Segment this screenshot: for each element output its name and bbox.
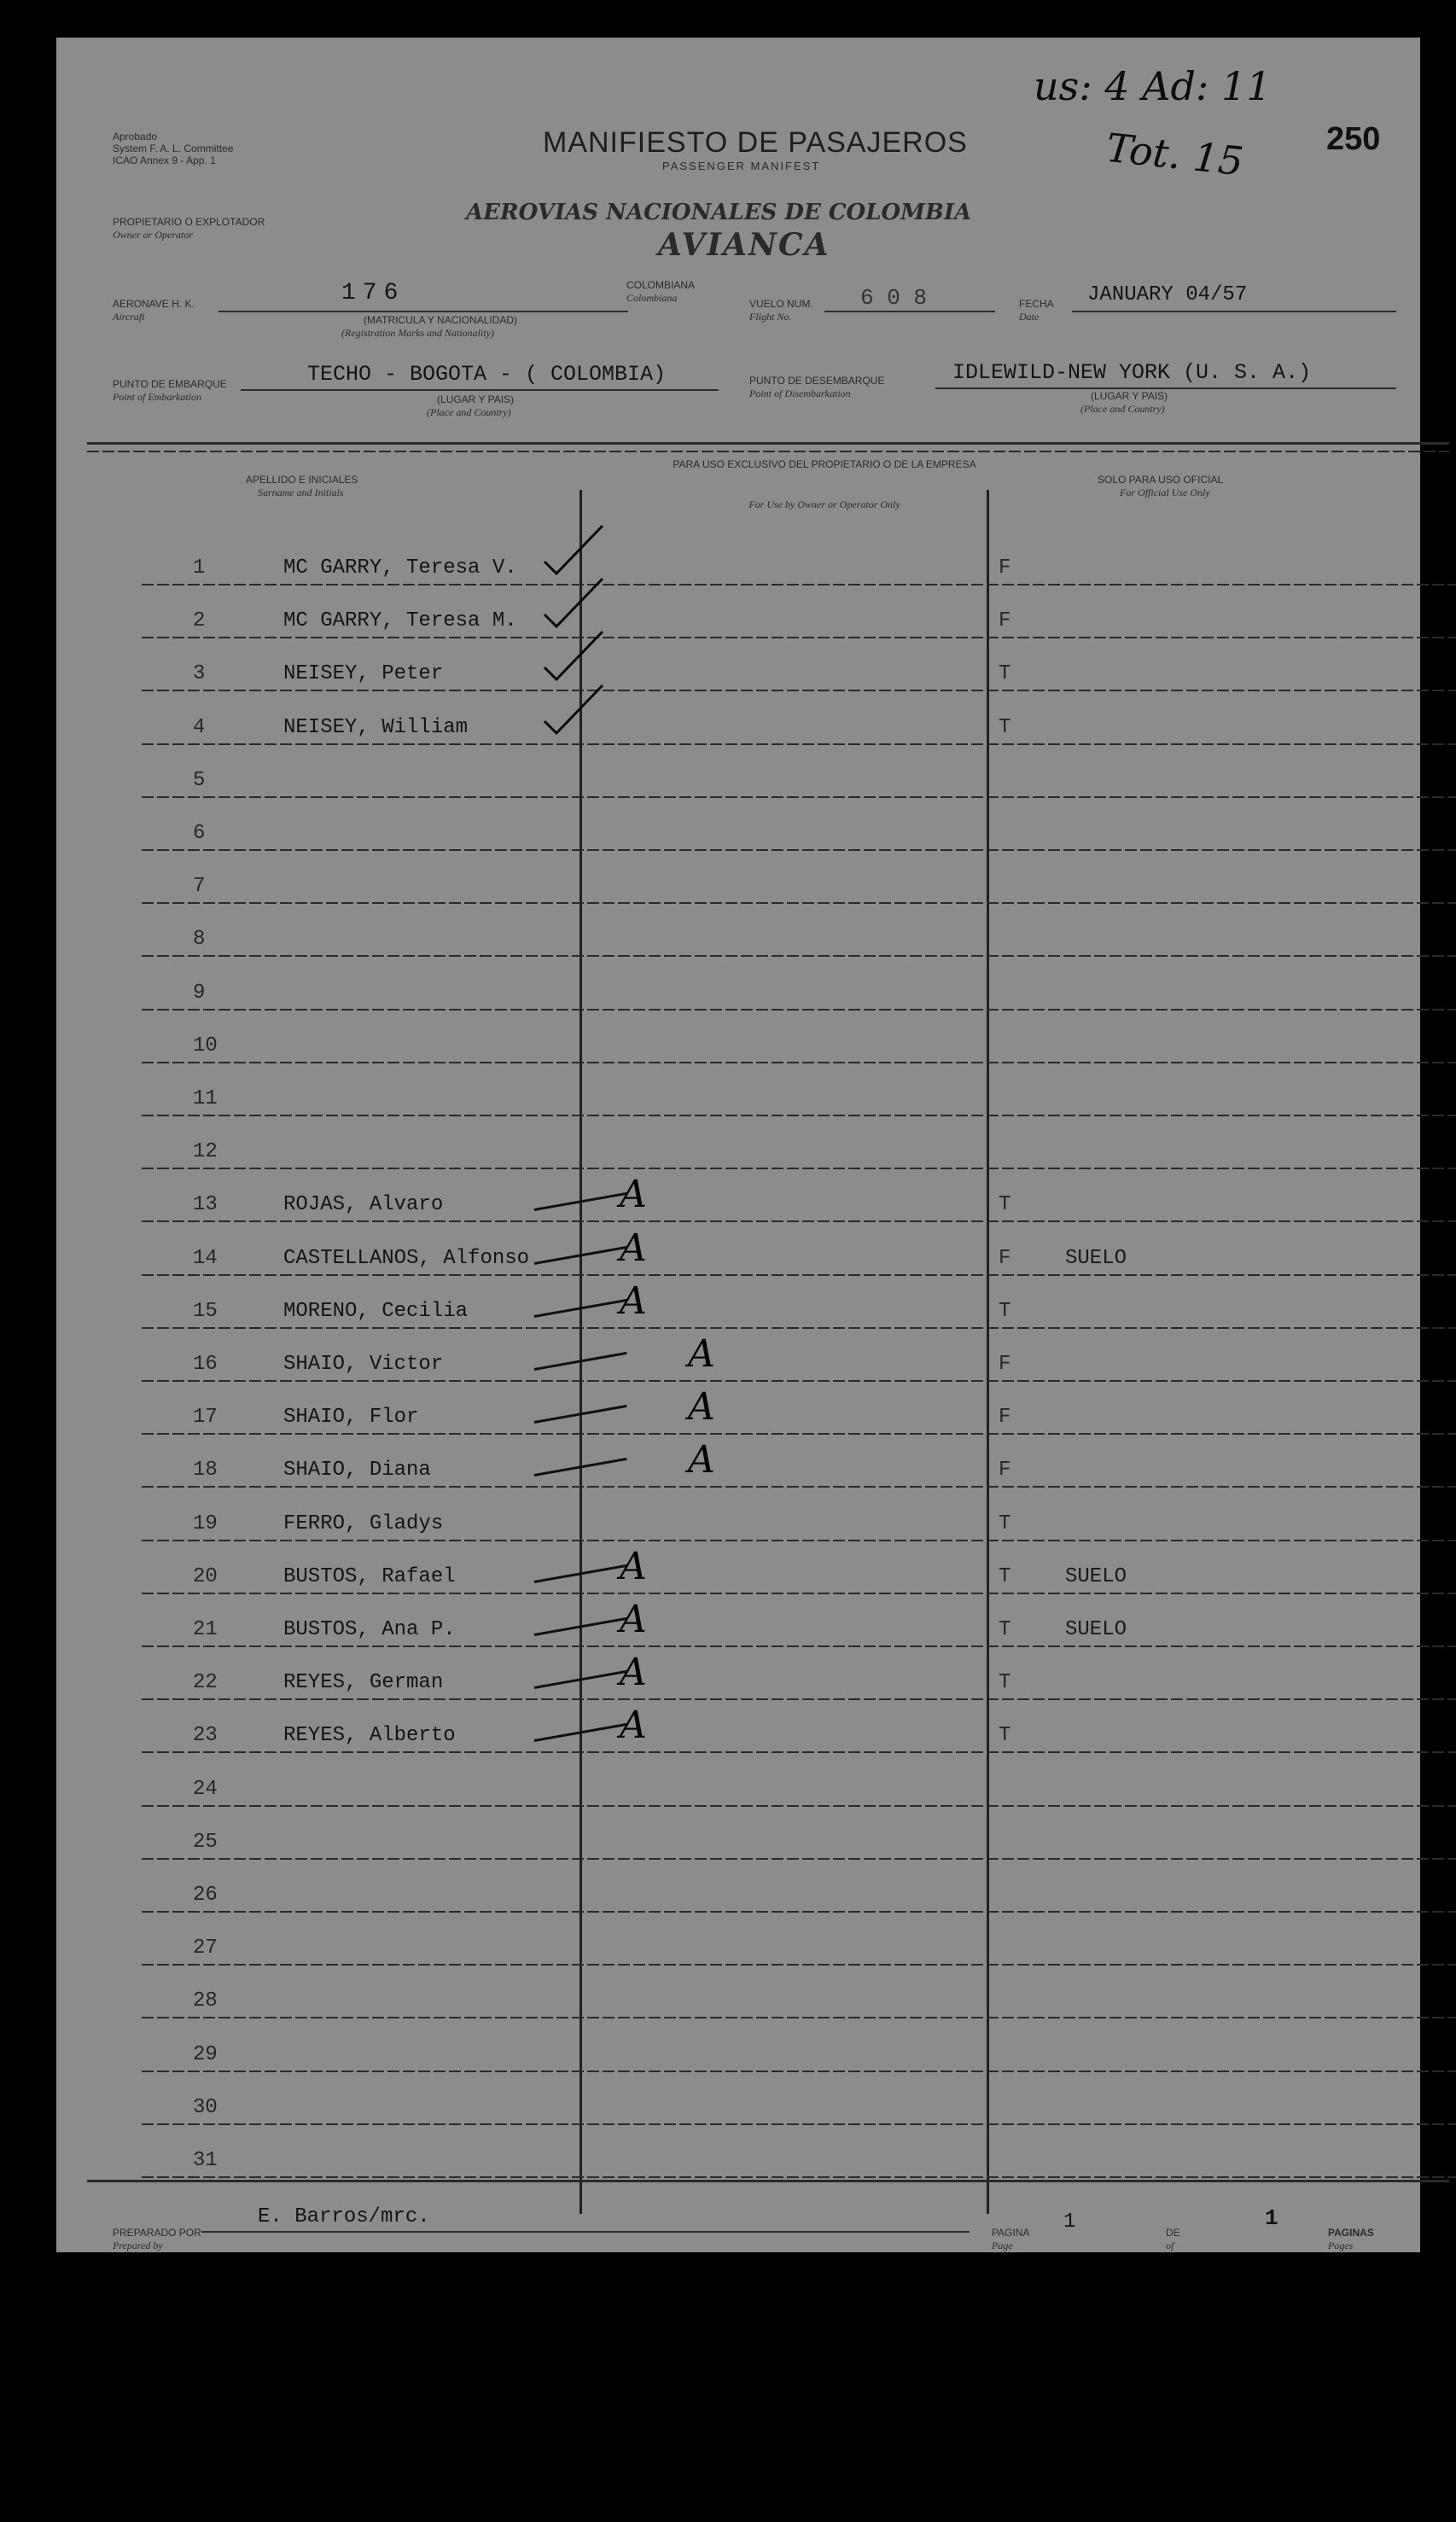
handwritten-a-mark: A	[620, 1651, 647, 1695]
page-number: 250	[1326, 121, 1381, 157]
official-column-header-en: For Official Use Only	[1120, 486, 1210, 498]
passenger-status-code: T	[999, 1724, 1011, 1748]
of-label: DE	[1166, 2227, 1180, 2239]
row-number: 13	[193, 1193, 218, 1217]
passenger-name: MC GARRY, Teresa V.	[283, 556, 517, 580]
passenger-name: SHAIO, Flor	[283, 1406, 419, 1430]
row-rule	[142, 1380, 1456, 1382]
row-number: 25	[193, 1830, 218, 1854]
embark-place-label-en: (Place and Country)	[427, 406, 511, 418]
header-top-rule	[87, 442, 1449, 445]
row-rule	[142, 2071, 1456, 2072]
embark-label-en: Point of Embarkation	[113, 391, 201, 403]
row-number: 21	[193, 1618, 218, 1641]
passenger-status-code: T	[999, 1564, 1011, 1588]
handwritten-a-mark: A	[620, 1544, 647, 1588]
row-rule	[142, 1911, 1456, 1913]
official-note: SUELO	[1065, 1618, 1127, 1641]
row-number: 23	[193, 1724, 218, 1748]
official-note: SUELO	[1065, 1246, 1127, 1270]
aircraft-label-en: Aircraft	[113, 311, 145, 323]
handwritten-a-mark: A	[620, 1226, 647, 1270]
row-rule	[142, 849, 1456, 851]
aircraft-value: 176	[341, 280, 405, 306]
nationality-label: COLOMBIANA	[626, 279, 696, 291]
passenger-name: MORENO, Cecilia	[283, 1299, 469, 1323]
name-column-header-en: Surname and Initials	[258, 486, 344, 498]
passenger-name: MC GARRY, Teresa M.	[283, 609, 517, 633]
row-number: 26	[193, 1884, 218, 1907]
owner-label: PROPIETARIO O EXPLOTADOR	[113, 216, 265, 228]
document-title: MANIFIESTO DE PASAJEROS	[543, 126, 968, 159]
row-rule	[142, 902, 1456, 904]
prepared-label: PREPARADO POR	[113, 2227, 201, 2239]
header-dashed-rule	[87, 451, 1449, 452]
passenger-name: NEISEY, Peter	[283, 662, 444, 686]
row-rule	[142, 1009, 1456, 1011]
row-number: 2	[193, 609, 206, 633]
row-number: 29	[193, 2042, 218, 2066]
handwritten-a-mark: A	[688, 1332, 715, 1376]
passenger-status-code: F	[999, 1353, 1011, 1376]
row-rule	[142, 1220, 1456, 1222]
row-rule	[142, 690, 1456, 691]
handwritten-total-note: Tot. 15	[1104, 124, 1246, 185]
row-number: 20	[193, 1564, 218, 1588]
row-rule	[142, 1858, 1456, 1860]
row-rule	[142, 2017, 1456, 2018]
passenger-name: BUSTOS, Rafael	[283, 1564, 456, 1588]
row-number: 15	[193, 1299, 218, 1323]
pages-label-en: Pages	[1328, 2240, 1354, 2251]
check-mark-icon	[539, 521, 608, 580]
row-rule	[142, 1168, 1456, 1169]
handwritten-a-mark: A	[620, 1704, 647, 1748]
passenger-name: SHAIO, Victor	[283, 1353, 444, 1376]
embark-field-line	[241, 389, 719, 391]
approval-note-3: ICAO Annex 9 - App. 1	[113, 154, 216, 166]
page-label-en: Page	[992, 2240, 1013, 2251]
row-number: 19	[193, 1511, 218, 1535]
row-number: 14	[193, 1246, 218, 1270]
embark-place-label: (LUGAR Y PAIS)	[437, 393, 515, 405]
row-rule	[142, 584, 1456, 585]
row-rule	[142, 1593, 1456, 1594]
disembark-place-label-en: (Place and Country)	[1080, 403, 1165, 415]
row-number: 27	[193, 1937, 218, 1960]
page-label: PAGINA	[992, 2227, 1030, 2239]
disembark-place-label: (LUGAR Y PAIS)	[1091, 390, 1168, 402]
check-mark-icon	[539, 680, 608, 740]
row-rule	[142, 1115, 1456, 1116]
flight-value: 6 0 8	[860, 285, 928, 311]
page-value: 1	[1063, 2210, 1076, 2234]
passenger-status-code: F	[999, 609, 1011, 633]
passenger-status-code: F	[999, 1459, 1011, 1482]
passenger-status-code: T	[999, 1618, 1011, 1641]
passenger-status-code: T	[999, 1671, 1011, 1695]
row-rule	[142, 637, 1456, 638]
row-rule	[142, 796, 1456, 798]
row-rule	[142, 1433, 1456, 1435]
row-rule	[142, 1751, 1456, 1753]
row-number: 5	[193, 768, 206, 792]
approval-note-2: System F. A. L. Committee	[113, 143, 234, 154]
handwritten-a-mark: A	[620, 1173, 647, 1217]
owner-label-en: Owner or Operator	[113, 229, 194, 241]
passenger-name: FERRO, Gladys	[283, 1511, 444, 1535]
prepared-value: E. Barros/mrc.	[258, 2205, 430, 2228]
document-subtitle: PASSENGER MANIFEST	[662, 160, 821, 172]
row-rule	[142, 1327, 1456, 1329]
prepared-label-en: Prepared by	[113, 2240, 163, 2251]
passenger-status-code: T	[999, 1299, 1011, 1323]
row-rule	[142, 2123, 1456, 2125]
registration-label: (MATRICULA Y NACIONALIDAD)	[364, 314, 518, 326]
approval-note-1: Aprobado	[113, 131, 158, 143]
disembark-field-line	[935, 387, 1396, 389]
owner-column-header: PARA USO EXCLUSIVO DEL PROPIETARIO O DE LA EMPRESA	[673, 458, 976, 470]
check-mark-icon	[539, 626, 608, 686]
row-number: 8	[193, 928, 206, 952]
official-note: SUELO	[1065, 1564, 1127, 1588]
date-value: JANUARY 04/57	[1087, 283, 1248, 306]
row-number: 22	[193, 1671, 218, 1695]
row-number: 10	[193, 1034, 218, 1057]
check-mark-icon	[539, 574, 608, 633]
row-number: 17	[193, 1406, 218, 1430]
flight-field-line	[824, 311, 995, 312]
official-column-header: SOLO PARA USO OFICIAL	[1098, 474, 1224, 486]
passenger-status-code: T	[999, 1511, 1011, 1535]
row-rule	[142, 1274, 1456, 1276]
passenger-name: BUSTOS, Ana P.	[283, 1618, 456, 1641]
date-field-line	[1072, 311, 1396, 312]
row-number: 12	[193, 1140, 218, 1164]
name-column-header: APELLIDO E INICIALES	[246, 474, 358, 486]
handwritten-a-mark: A	[688, 1438, 715, 1482]
passenger-name: NEISEY, William	[283, 715, 469, 739]
row-rule	[142, 1964, 1456, 1966]
row-number: 30	[193, 2095, 218, 2119]
row-number: 18	[193, 1459, 218, 1482]
passenger-status-code: T	[999, 662, 1011, 686]
prepared-field-line	[201, 2231, 970, 2233]
nationality-label-en: Colombiana	[626, 292, 678, 304]
footer-rule	[87, 2180, 1449, 2182]
flight-label: VUELO NUM.	[749, 298, 813, 310]
row-rule	[142, 1540, 1456, 1541]
row-number: 31	[193, 2149, 218, 2172]
passenger-status-code: F	[999, 1246, 1011, 1270]
row-rule	[142, 1698, 1456, 1700]
column-divider-1	[579, 490, 582, 2214]
disembark-label-en: Point of Disembarkation	[749, 387, 851, 399]
handwritten-count-note: us: 4 Ad: 11	[1034, 63, 1272, 109]
row-rule	[142, 1062, 1456, 1063]
pages-label: PAGINAS	[1328, 2227, 1374, 2239]
disembark-label: PUNTO DE DESEMBARQUE	[749, 375, 885, 387]
date-label-en: Date	[1019, 311, 1040, 323]
passenger-name: CASTELLANOS, Alfonso	[283, 1246, 530, 1270]
operator-brand: AVIANCA	[658, 227, 830, 263]
row-number: 3	[193, 662, 206, 686]
column-divider-2	[987, 490, 989, 2214]
passenger-name: ROJAS, Alvaro	[283, 1193, 444, 1217]
passenger-name: REYES, Alberto	[283, 1724, 456, 1748]
passenger-status-code: T	[999, 715, 1011, 739]
row-rule	[142, 1805, 1456, 1807]
flight-label-en: Flight No.	[749, 311, 792, 323]
row-rule	[142, 743, 1456, 745]
row-number: 16	[193, 1353, 218, 1376]
date-label: FECHA	[1019, 298, 1054, 310]
handwritten-a-mark: A	[620, 1598, 647, 1641]
embark-label: PUNTO DE EMBARQUE	[113, 378, 227, 390]
row-number: 4	[193, 715, 206, 739]
row-number: 24	[193, 1777, 218, 1801]
row-number: 6	[193, 822, 206, 845]
row-rule	[142, 955, 1456, 957]
owner-column-header-en: For Use by Owner or Operator Only	[748, 498, 900, 510]
operator-name: AEROVIAS NACIONALES DE COLOMBIA	[466, 200, 972, 225]
row-number: 9	[193, 981, 206, 1005]
embark-value: TECHO - BOGOTA - ( COLOMBIA)	[307, 362, 667, 387]
row-number: 1	[193, 556, 206, 580]
registration-label-en: (Registration Marks and Nationality)	[341, 327, 494, 339]
aircraft-field-line	[218, 311, 628, 312]
passenger-name: SHAIO, Diana	[283, 1459, 431, 1482]
pages-value: 1	[1265, 2205, 1278, 2231]
passenger-status-code: F	[999, 1406, 1011, 1430]
row-number: 28	[193, 1989, 218, 2013]
row-number: 11	[193, 1087, 218, 1110]
handwritten-a-mark: A	[688, 1385, 715, 1430]
row-rule	[142, 1486, 1456, 1488]
of-label-en: of	[1166, 2240, 1174, 2251]
passenger-status-code: T	[999, 1193, 1011, 1217]
row-rule	[142, 1645, 1456, 1647]
manifest-sheet	[56, 38, 1420, 2252]
handwritten-a-mark: A	[620, 1278, 647, 1323]
row-number: 7	[193, 875, 206, 899]
passenger-status-code: F	[999, 556, 1011, 580]
disembark-value: IDLEWILD-NEW YORK (U. S. A.)	[952, 360, 1312, 385]
row-rule	[142, 2176, 1456, 2178]
passenger-name: REYES, German	[283, 1671, 444, 1695]
aircraft-label: AERONAVE H. K.	[113, 298, 195, 310]
